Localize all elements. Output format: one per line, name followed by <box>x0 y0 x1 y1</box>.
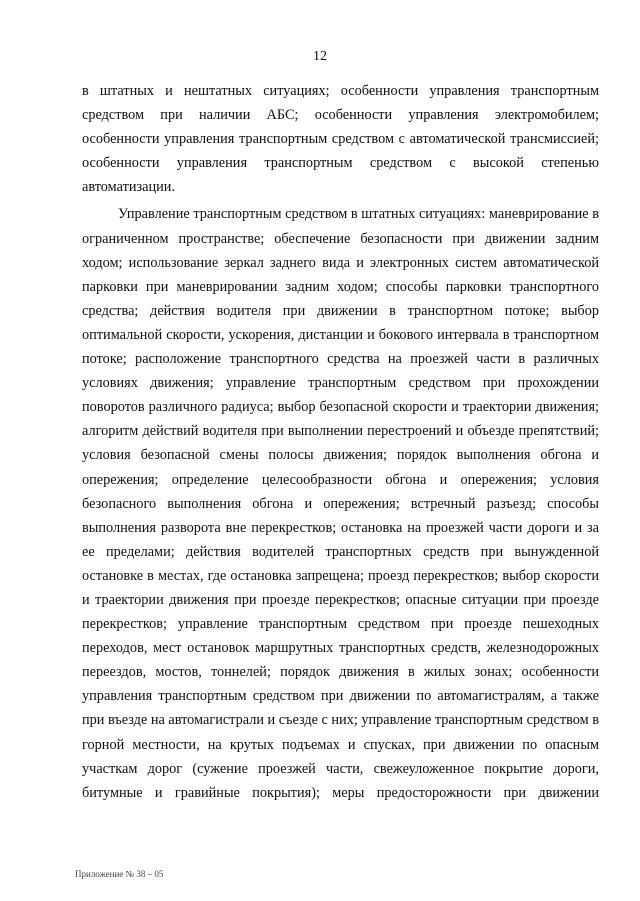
document-body <box>82 79 599 808</box>
page-footer: Приложение № 38 – 05 <box>75 869 164 879</box>
paragraph-continuation: в штатных и нештатных ситуациях; особенности управления транспортным средством при наличии АБС; особенности управления электромобилем; особенности управления транспортным средством с автоматической трансмиссией; особенности управления транспортным средством с высокой степенью автоматизации. <box>82 83 599 196</box>
paragraph-driving-in-normal-situations: Управление транспортным средством в штатных ситуациях: маневрирование в ограниченном пространстве; обеспечение безопасности при движении задним ходом; использование зеркал заднего вида и электронных систем автоматической парковки при маневрировании задним ходом; способы парковки транспортного средства; действия водителя при движении в транспортном потоке; выбор оптимальной скорости, ускорения, дистанции и бокового интервала в транспортном потоке; расположение транспортного средства на проезжей части в различных условиях движения; управление транспортным средством при прохождении поворотов различного радиуса; выбор безопасной скорости и траектории движения; алгоритм действий водителя при выполнении перестроений и объезде препятствий; условия безопасной смены полосы движения; порядок выполнения обгона и опережения; определение целесообразности обгона и опережения; условия безопасного выполнения обгона и опережения; встречный разъезд; способы выполнения разворота вне перекрестков; остановка на проезжей части дороги и за ее пределами; действия водителей транспортных средств при вынужденной остановке в местах, где остановка запрещена; проезд перекрестков; выбор скорости и траектории движения при проезде перекрестков; опасные ситуации при проезде перекрестков; управление транспортным средством при проезде пешеходных переходов, мест остановок маршрутных транспортных средств, железнодорожных переездов, мостов, тоннелей; порядок движения в жилых зонах; особенности управления транспортным средством при движении по автомагистралям, а также при въезде на автомагистрали и съезде с них; управление транспортным средством в горной местности, на крутых подъемах и спусках, при движении по опасным участкам дорог (сужение проезжей части, свежеуложенное покрытие дороги, битумные и гравийные покрытия); меры предосторожности при движении <box>82 206 599 801</box>
page-number: 12 <box>313 49 327 64</box>
